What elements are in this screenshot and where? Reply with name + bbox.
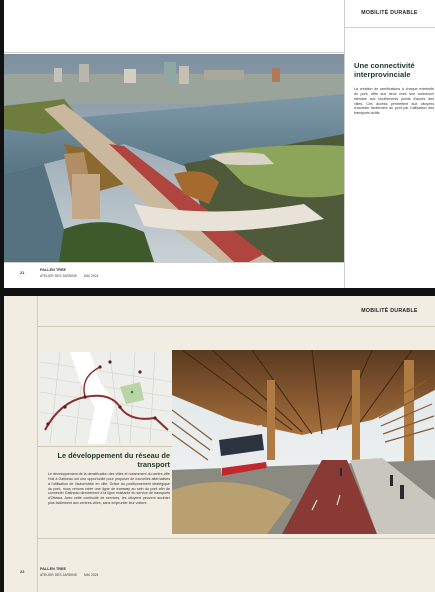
divider: [38, 538, 435, 539]
brand-subtitle: ATELIER DES JARDINS: [40, 274, 77, 278]
page-21: [4, 0, 435, 288]
transit-network-map: [40, 352, 172, 444]
page-number: 22: [20, 569, 25, 574]
section-label: MOBILITÉ DURABLE: [361, 10, 418, 16]
issue-date: MAI 2024: [84, 274, 99, 278]
column-divider: [344, 0, 345, 288]
brand-name: PALLEN TREE: [40, 567, 67, 571]
article-heading: Une connectivité interprovinciale: [354, 61, 415, 79]
brand-subtitle: ATELIER DES JARDINS: [40, 573, 77, 577]
page-22: [4, 296, 435, 592]
divider: [4, 262, 344, 263]
brand-name: PALLEN TREE: [40, 268, 67, 272]
divider: [38, 326, 435, 327]
divider: [38, 446, 176, 447]
section-label: MOBILITÉ DURABLE: [361, 308, 418, 314]
divider: [4, 52, 344, 53]
article-body: Le développement de la densification des villes et notamment du centre-ville Hull à Gatineau ont une opportunité pour proposer de nouvelles alternatives à l'utilisation de l'automobile en ville. Grâce au positionnement stratégique du pont, nous venons créer une ligne de tramway au sein du pont afin de connecter Gatineau directement à la ligne existante du service de transports d'Ottawa. Avec cette continuité de services, les citoyens peuvent accéder plus facilement aux centres-villes, sans emprunter leur voiture.: [48, 472, 170, 506]
tram-bridge-rendering: [172, 350, 435, 534]
bridge-aerial-rendering: [4, 54, 344, 262]
page-number: 21: [20, 270, 25, 275]
divider: [344, 27, 435, 28]
article-heading: Le développement du réseau de transport: [57, 451, 170, 469]
article-body: La création de ramifications à chaque extrémité du pont, offre aux deux rives une connexion étendue aux bouffements points d'accès des villes. Ces accèss permettent aux citoyens d'accéder facilement au pont par l'utilisation des transports actifs.: [354, 87, 434, 116]
margin-column: [4, 296, 38, 592]
issue-date: MAI 2024: [84, 573, 99, 577]
